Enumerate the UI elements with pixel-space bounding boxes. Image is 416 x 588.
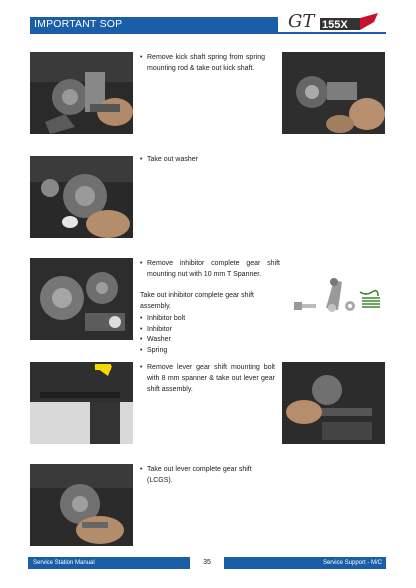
footer-department: Service Support - M/C [322,560,382,566]
page-number: 35 [203,559,211,566]
lcgs-photo [30,464,133,546]
step-4-bullet: Remove lever gear shift mounting bolt with 8 mm spanner & take out lever gear shift assembly. [147,364,275,393]
list-item: Inhibitor [147,325,172,333]
list-item: Spring [147,346,168,354]
washer-photo [30,156,133,238]
logo-script: GT [288,11,315,32]
logo-text: 155X [322,19,348,31]
step-5-bullet: Take out lever complete gear shift (LCGS). [147,466,252,484]
footer-manual-title: Service Station Manual [33,560,95,566]
inhibitor-bolt-icon [294,302,316,310]
step-2-text: • Take out washer [140,156,198,163]
step-4-text: • Remove lever gear shift mounting bolt with 8 mm spanner & take out lever gear shift assembly. [140,364,275,393]
step-3-parts-list: • Inhibitor bolt • Inhibitor • Washer • Spring [140,314,280,356]
kick-shaft-photo-right [282,52,385,134]
step-2-bullet: Take out washer [147,156,198,163]
washer-icon [345,301,355,311]
list-item: Inhibitor bolt [147,315,186,322]
lever-gear-shift-photo-left [30,362,133,444]
inhibitor-icon [326,278,342,312]
step-3-note: Take out inhibitor complete gear shift assembly. [140,292,255,310]
step-5-text: • Take out lever complete gear shift (LCGS). [140,464,275,486]
step-3-text: • Remove inhibitor complete gear shift mounting nut with 10 mm T Spanner. Take out inhibitor complete gear shift assembly. • Inhibitor bolt • Inhibitor • Washer • Spring [140,258,280,356]
step-1-text: • Remove kick shaft spring from spring mounting rod & take out kick shaft. [140,54,265,72]
kick-shaft-photo-left [30,52,133,134]
inhibitor-photo [30,258,133,340]
page-title: IMPORTANT SOP [34,18,123,30]
inhibitor-parts-illustration [290,270,384,328]
spring-icon [360,291,380,307]
step-1-bullet: Remove kick shaft spring from spring mounting rod & take out kick shaft. [147,54,265,72]
step-3-bullet: Remove inhibitor complete gear shift mounting nut with 10 mm T Spanner. [147,260,280,278]
brand-logo [286,10,382,34]
list-item: Washer [147,336,171,343]
lever-gear-shift-photo-right [282,362,385,444]
